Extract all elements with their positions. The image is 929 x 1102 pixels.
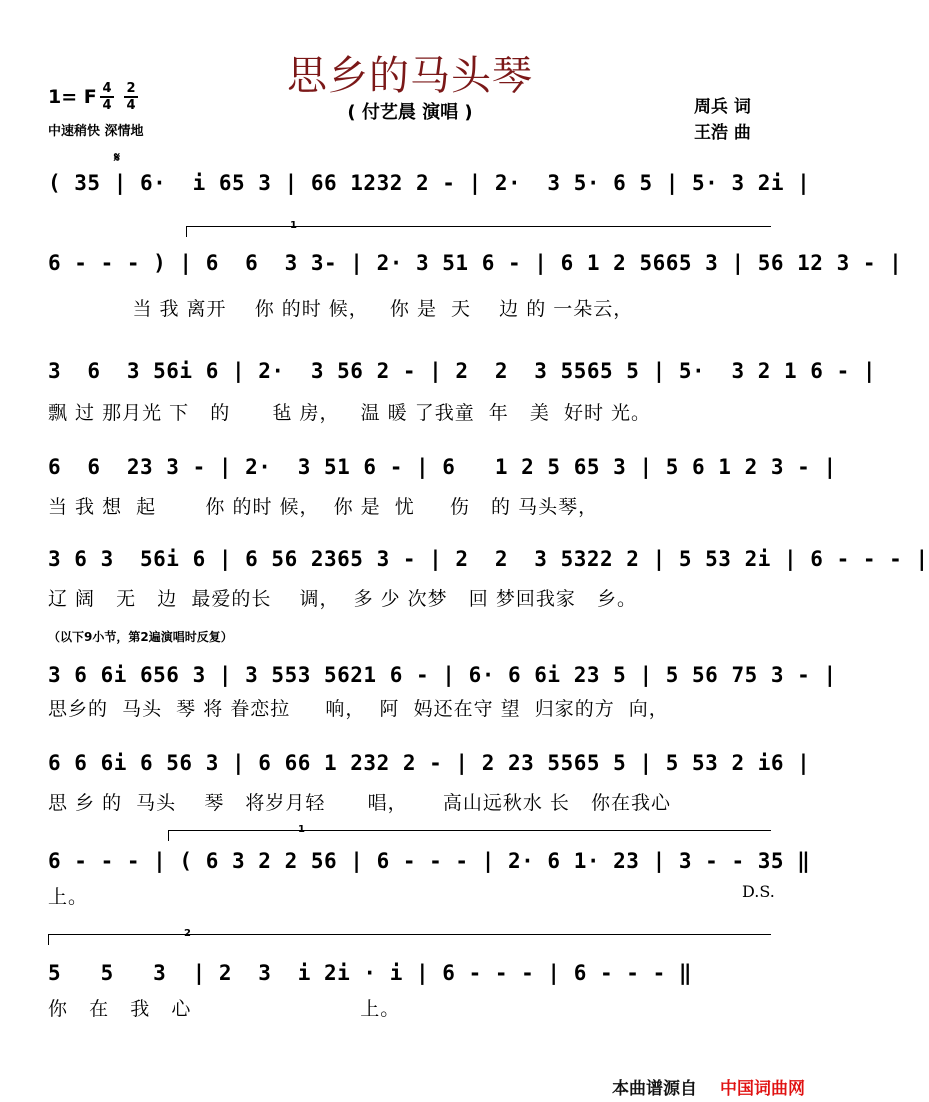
lyric-row-2: 当 我 离开 你 的时 候， 你 是 天 边 的 一朵云，	[48, 298, 634, 320]
volta-number: 1	[290, 220, 297, 231]
time-signature-2-4	[124, 82, 138, 112]
lyric-row-5: 辽 阔 无 边 最爱的长 调， 多 少 次梦 回 梦回我家 乡。	[48, 588, 637, 610]
lyric-row-4: 当 我 想 起 你 的时 候， 你 是 忧 伤 的 马头琴，	[48, 496, 599, 518]
time-sig-bottom: 4	[126, 98, 136, 113]
song-title: 思乡的马头琴	[287, 53, 533, 99]
volta-bracket-2	[48, 934, 771, 945]
composer-credit: 王浩 曲	[694, 123, 751, 143]
lyric-row-6: 思乡的 马头 琴 将 眷恋拉 响， 阿 妈还在守 望 归家的方 向，	[48, 698, 669, 720]
notation-row-5: 3 6 3 56i 6 | 6 56 2365 3 - | 2 2 3 5322 2 | 5 53 2i | 6 - - - |	[48, 547, 929, 571]
notation-row-1: ( 35 | 6· i 65 3 | 66 1232 2 - | 2· 3 5· 6 5 | 5· 3 2i |	[48, 171, 811, 195]
volta-number: 2	[184, 928, 191, 939]
lyricist-credit: 周兵 词	[694, 97, 751, 117]
lyric-row-9: 你 在 我 心 上。	[48, 998, 401, 1020]
notation-row-9: 5 5 3 | 2 3 i 2i · i | 6 - - - | 6 - - - ‖	[48, 961, 693, 985]
volta-number: 1	[298, 824, 305, 835]
volta-bracket-1b	[168, 830, 771, 841]
tempo-marking: 中速稍快 深情地	[48, 124, 144, 139]
time-signature-4-4	[100, 82, 114, 112]
key-signature: 1= F	[48, 86, 97, 108]
singer-credit: ( 付艺晨 演唱 )	[347, 102, 473, 123]
lyric-row-8: 上。	[48, 886, 89, 908]
lyric-row-7: 思 乡 的 马头 琴 将岁月轻 唱， 高山远秋水 长 你在我心	[48, 792, 672, 814]
volta-bracket-1	[186, 226, 771, 237]
repeat-instruction: （以下9小节，第2遍演唱时反复）	[48, 630, 233, 644]
dal-segno-mark: D.S.	[742, 882, 775, 901]
segno-sign: 𝄋	[114, 150, 121, 166]
notation-row-6: 3 6 6i 656 3 | 3 553 5621 6 - | 6· 6 6i 23 5 | 5 56 75 3 - |	[48, 663, 837, 687]
source-label: 本曲谱源自	[612, 1079, 697, 1099]
notation-row-7: 6 6 6i 6 56 3 | 6 66 1 232 2 - | 2 23 5565 5 | 5 53 2 i6 |	[48, 751, 811, 775]
notation-row-3: 3 6 3 56i 6 | 2· 3 56 2 - | 2 2 3 5565 5 | 5· 3 2 1 6 - |	[48, 359, 877, 383]
time-sig-top: 2	[126, 81, 136, 96]
time-sig-top: 4	[102, 81, 112, 96]
notation-row-8: 6 - - - | ( 6 3 2 2 56 | 6 - - - | 2· 6 1· 23 | 3 - - 35 ‖	[48, 849, 811, 873]
notation-row-4: 6 6 23 3 - | 2· 3 51 6 - | 6 1 2 5 65 3 | 5 6 1 2 3 - |	[48, 455, 837, 479]
time-sig-bottom: 4	[102, 98, 112, 113]
notation-row-2: 6 - - - ) | 6 6 3 3- | 2· 3 51 6 - | 6 1 2 5665 3 | 56 12 3 - |	[48, 251, 903, 275]
lyric-row-3: 飘 过 那月光 下 的 毡 房， 温 暖 了我童 年 美 好时 光。	[48, 402, 652, 424]
site-name-link[interactable]: 中国词曲网	[720, 1079, 805, 1099]
